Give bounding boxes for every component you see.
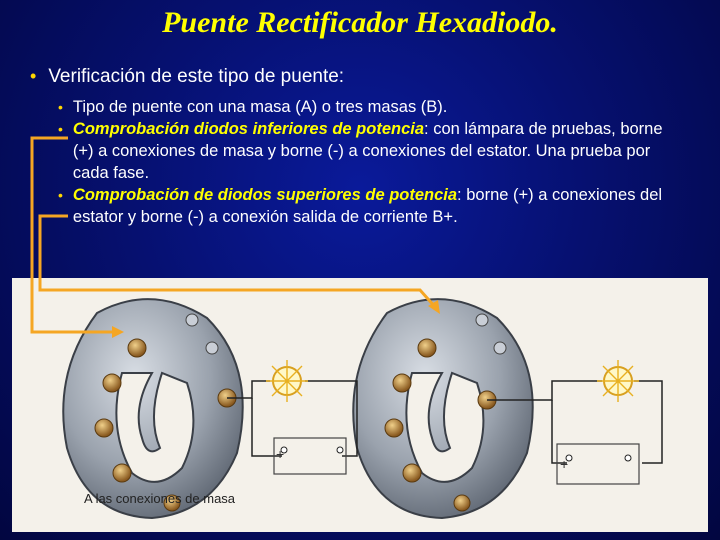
main-bullet-text: Verificación de este tipo de puente: [48, 66, 345, 87]
sub-bullet-3 [58, 184, 678, 228]
sub-bullet-2-body: : con lámpara de pruebas, borne (+) a conexiones de masa y borne (-) a conexiones del estator. Una prueba por cada fase. [72, 120, 663, 182]
test-lamp-right [597, 360, 639, 402]
sub-bullet-2-highlight: Comprobación diodos inferiores de potencia [72, 120, 425, 138]
sub-bullet-3-highlight: Comprobación de diodos superiores de potencia [72, 186, 458, 204]
plus-sign-right: + [560, 456, 569, 472]
test-lamp-left [266, 360, 308, 402]
sub-bullet-2-text [73, 118, 678, 184]
sub-bullet-1-text [73, 96, 447, 118]
sub-bullet-list [58, 96, 678, 228]
sub-bullet-3-text [73, 184, 678, 228]
bullet-dot: • [30, 66, 37, 86]
figure-caption: A las conexiones de masa [84, 491, 236, 506]
main-bullet [30, 66, 690, 88]
sub-bullet-1 [58, 96, 678, 118]
heat-sink-right [353, 299, 532, 518]
bullet-dot: • [58, 121, 63, 137]
bullet-dot: • [58, 187, 63, 203]
heat-sink-left [63, 299, 242, 518]
sub-bullet-3-body: : borne (+) a conexiones del estator y borne (-) a conexión salida de corriente B+. [72, 186, 663, 226]
slide-title: Puente Rectificador Hexadiodo. [162, 6, 558, 39]
rectifier-bridge-illustration [12, 278, 708, 532]
sub-bullet-1-body: Tipo de puente con una masa (A) o tres masas (B). [72, 98, 448, 116]
bullet-dot: • [58, 99, 63, 115]
plus-sign-left: + [276, 446, 285, 462]
sub-bullet-2 [58, 118, 678, 184]
